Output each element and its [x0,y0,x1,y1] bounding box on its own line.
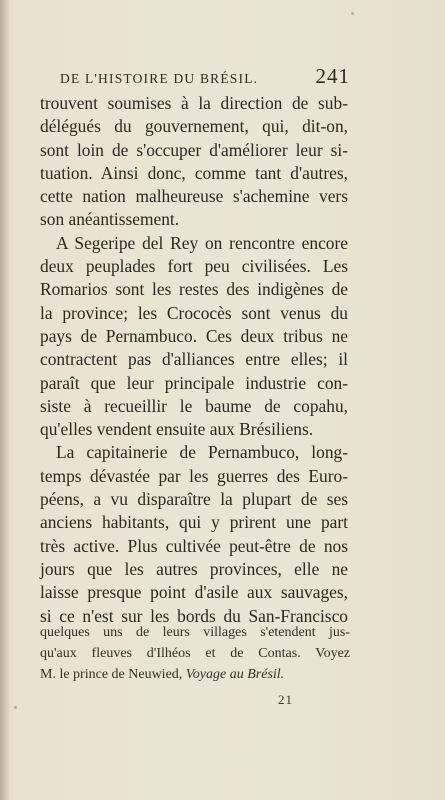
text-line: temps dévastée par les guerres des Euro- [40,465,348,486]
running-head [60,64,350,86]
footnote-line [40,664,350,685]
text-line: très active. Plus cultivée peut-être de nos [40,535,348,556]
text-line: siste à recueillir le baume de copahu, [40,395,348,416]
paper-speck [351,12,354,15]
footnote-citation: M. le prince de Neuwied, [40,667,183,682]
text-line: délégués du gouvernement, qui, dit-on, [40,116,348,137]
text-line: si ce n'est sur les bords du San-Francisco [40,605,348,626]
text-line: contractent pas d'alliances entre elles; il [40,349,348,370]
text-line: paraît que leur principale industrie con- [40,372,348,393]
text-line: son anéantissement. [40,209,180,230]
text-line: laisse presque point d'asile aux sauvages, [40,582,348,603]
text-line: Romarios sont les restes des indigènes de [40,279,348,300]
footnote-line: qu'aux fleuves d'Ilhéos et de Contas. Voyez [40,646,350,661]
footnote [40,622,350,685]
body-text [40,92,348,628]
text-line: La capitainerie de Pernambuco, long- [56,442,348,463]
text-line: tuation. Ainsi donc, comme tant d'autres, [40,162,348,183]
page-number: 241 [315,64,350,88]
signature-mark: 21 [278,692,293,707]
text-line: pays de Pernambuco. Ces deux tribus ne [40,325,348,346]
text-line: jours que les autres provinces, elle ne [40,558,348,579]
text-line: trouvent soumises à la direction de sub- [40,93,348,113]
text-line: A Segeripe del Rey on rencontre encore [56,232,348,253]
text-line: la province; les Crococès sont venus du [40,302,348,323]
paper-speck [14,706,17,709]
text-line: cette nation malheureuse s'achemine vers [40,186,348,207]
footnote-line: quelques uns de leurs villages s'etendent jus- [40,625,350,640]
running-title: DE L'HISTOIRE DU BRÉSIL. [60,71,259,86]
text-line: anciens habitants, qui y prirent une part [40,512,348,533]
text-line: qu'elles vendent ensuite aux Brésiliens. [40,419,314,440]
footnote-book-title: Voyage au Brésil. [185,667,285,682]
text-line: péens, a vu disparaître la plupart de ses [40,489,348,510]
text-line: sont loin de s'occuper d'améliorer leur si- [40,139,348,160]
gutter-shadow [0,0,10,800]
text-line: deux peuplades fort peu civilisées. Les [40,256,348,277]
